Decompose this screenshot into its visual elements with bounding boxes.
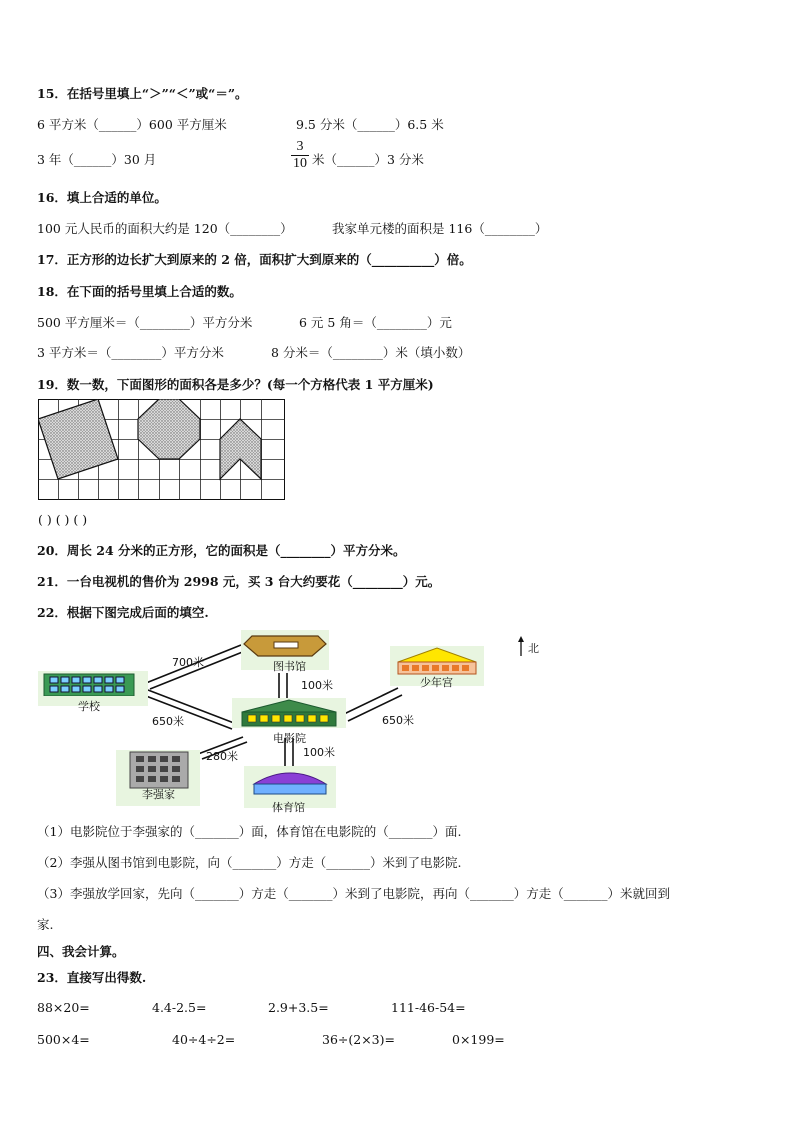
q19-title: 19．数一数，下面图形的面积各是多少？(每一个方格代表 1 平方厘米) bbox=[37, 377, 434, 392]
label-cinema: 电影院 bbox=[273, 732, 306, 745]
label-youth-palace: 少年宫 bbox=[420, 676, 453, 689]
q22-s3: （3）李强放学回家，先向（_______）方走（_______）米到了电影院，再向（_______）方走（_______）米就回到 bbox=[37, 886, 670, 901]
dist-home-cinema: 280米 bbox=[206, 750, 238, 763]
q18-title: 18．在下面的括号里填上合适的数。 bbox=[37, 284, 242, 299]
q21-text: 21．一台电视机的售价为 2998 元，买 3 台大约要花（________）元。 bbox=[37, 574, 441, 589]
section-four-title: 四、我会计算。 bbox=[37, 944, 125, 959]
dist-school-cinema: 650米 bbox=[152, 715, 184, 728]
cinema-building bbox=[232, 698, 346, 728]
q23-title: 23．直接写出得数. bbox=[37, 970, 147, 985]
label-gym: 体育馆 bbox=[272, 801, 305, 814]
dist-cinema-gym: 100米 bbox=[303, 746, 335, 759]
q15-c: 3 年（______）30 月 bbox=[37, 152, 157, 167]
map-svg bbox=[36, 628, 556, 810]
q15-title: 15．在括号里填上“＞”“＜”或“＝”。 bbox=[37, 86, 248, 101]
label-north: 北 bbox=[528, 642, 539, 655]
calc-item: 111-46-54= bbox=[391, 1000, 466, 1015]
q22-title: 22．根据下图完成后面的填空. bbox=[37, 605, 209, 620]
grid-svg bbox=[38, 399, 285, 500]
q16-title: 16．填上合适的单位。 bbox=[37, 190, 167, 205]
q20-text: 20．周长 24 分米的正方形，它的面积是（________）平方分米。 bbox=[37, 543, 406, 558]
q19-answers: ( ) ( ) ( ) bbox=[38, 512, 88, 527]
q17-text: 17．正方形的边长扩大到原来的 2 倍，面积扩大到原来的（__________）倍。 bbox=[37, 252, 472, 267]
q15-b: 9.5 分米（______）6.5 米 bbox=[296, 117, 444, 132]
calc-item: 88×20= bbox=[37, 1000, 90, 1015]
label-home: 李强家 bbox=[142, 788, 175, 801]
dist-cinema-youth: 650米 bbox=[382, 714, 414, 727]
q18-c: 3 平方米＝（________）平方分米 bbox=[37, 345, 224, 360]
q16-a: 100 元人民币的面积大约是 120（________） bbox=[37, 221, 293, 236]
calc-item: 4.4-2.5= bbox=[152, 1000, 207, 1015]
q22-s1: （1）电影院位于李强家的（_______）面，体育馆在电影院的（_______）面. bbox=[37, 824, 462, 839]
q18-a: 500 平方厘米＝（________）平方分米 bbox=[37, 315, 253, 330]
fraction-numerator: 3 bbox=[296, 139, 304, 154]
q15-d: 米（______）3 分米 bbox=[312, 152, 424, 167]
q16-b: 我家单元楼的面积是 116（________） bbox=[332, 221, 548, 236]
q22-s2: （2）李强从图书馆到电影院，向（_______）方走（_______）米到了电影院. bbox=[37, 855, 462, 870]
q18-b: 6 元 5 角＝（________）元 bbox=[299, 315, 452, 330]
q15-fraction bbox=[291, 139, 309, 172]
calc-item: 36÷(2×3)= bbox=[322, 1032, 395, 1047]
label-library: 图书馆 bbox=[273, 660, 306, 673]
fraction-denominator: 10 bbox=[293, 156, 307, 171]
calc-item: 500×4= bbox=[37, 1032, 90, 1047]
calc-item: 0×199= bbox=[452, 1032, 505, 1047]
location-map bbox=[36, 628, 556, 814]
dist-school-library: 700米 bbox=[172, 656, 204, 669]
calc-item: 40÷4÷2= bbox=[172, 1032, 236, 1047]
calc-item: 2.9+3.5= bbox=[268, 1000, 329, 1015]
area-grid-figure bbox=[38, 399, 285, 500]
dist-library-cinema: 100米 bbox=[301, 679, 333, 692]
q15-a: 6 平方米（______）600 平方厘米 bbox=[37, 117, 227, 132]
label-school: 学校 bbox=[78, 700, 100, 713]
north-arrow-icon bbox=[518, 636, 524, 656]
q22-s3-tail: 家. bbox=[37, 917, 54, 932]
q18-d: 8 分米＝（________）米（填小数） bbox=[271, 345, 471, 360]
